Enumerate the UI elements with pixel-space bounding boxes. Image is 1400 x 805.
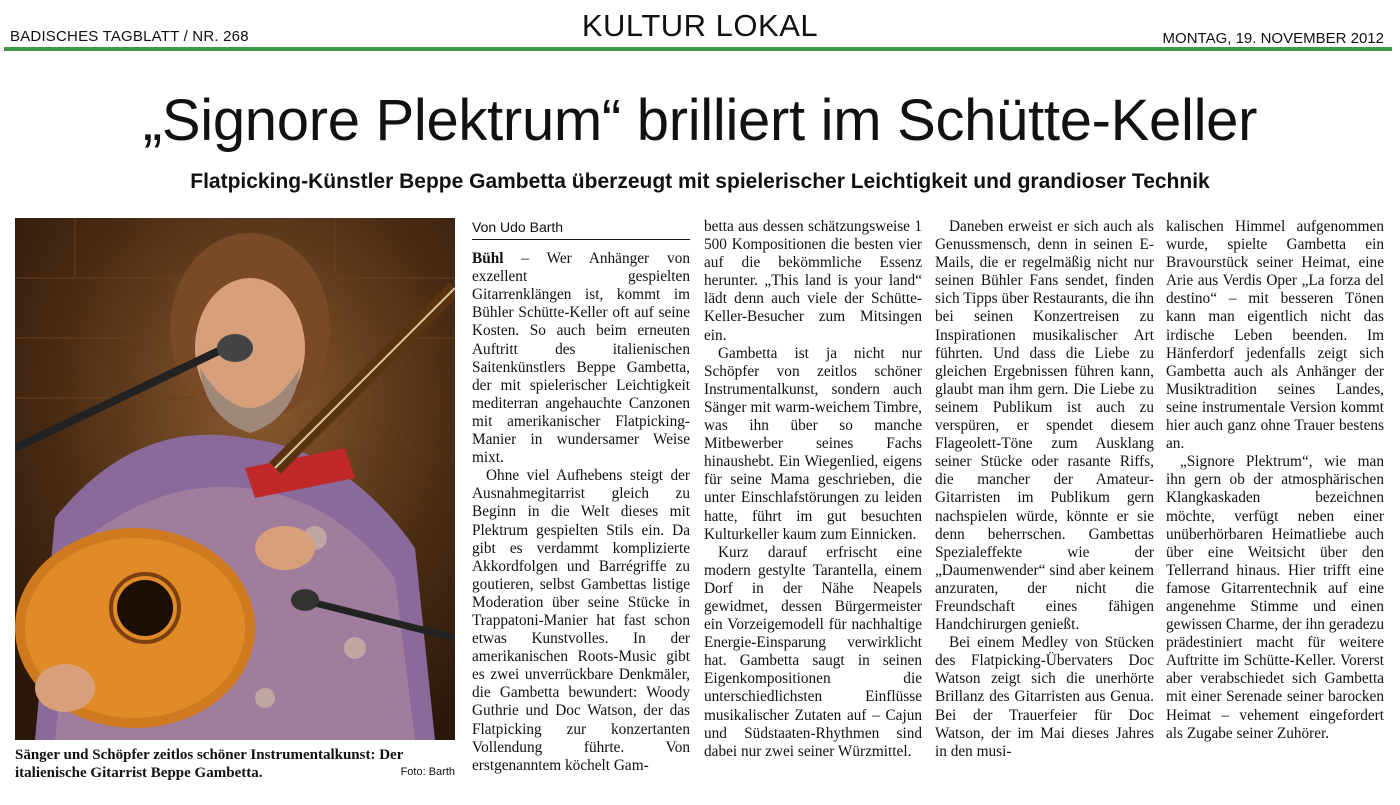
article-headline: „Signore Plektrum“ brilliert im Schütte-Keller <box>142 88 1258 153</box>
paragraph: Daneben erweist er sich auch als Genussmensch, denn in seinen E-Mails, die er regelmäßig nicht nur seinen Bühler Fans sendet, finden sich Tipps über Restaurants, die ihn bei seinen Konzertreisen zu Inspirationen musikalischer Art führten. Und dass die Liebe zu gleichen Ergebnissen führen kann, glaubt man ihm gern. Die Liebe zu seinem Publikum ist auch zu verspüren, er spendet diesem Flageolett-Töne zum Ausklang seiner Stücke oder rasante Riffs, die mancher der Amateur-Gitarristen im Publikum gern nachspielen würde, könnte er sie denn beherrschen. Gambettas Spezialeffekte wie der „Daumenwender“ sind aber keinem anzuraten, der nicht die Freundschaft eines fähigen Handchirurgen genießt. <box>935 218 1154 634</box>
paragraph: „Signore Plektrum“, wie man ihn gern ob der atmosphärischen Klangkaskaden bezeichnen möchte, verfügt neben einer unüberhörbaren Heimatliebe auch über eine Weitsicht über den Tellerrand hinaus. Hier trifft eine famose Gitarrentechnik auf eine angenehme Stimme und einen gewissen Charme, der ihn geradezu prädestiniert macht für weitere Auftritte im Schütte-Keller. Vorerst aber verabschiedet sich Gambetta mit einer Serenade seiner barocken Heimat – vehement eingefordert als Zugabe seiner Zuhörer. <box>1166 453 1384 742</box>
paragraph: Ohne viel Aufhebens steigt der Ausnahmegitarrist gleich zu Beginn in die Welt dieses mit Plektrum gespielten Stils ein. Da gibt es verdammt komplizierte Akkordfolgen und Barrégriffe zu goutieren, selbst Gambettas listige Moderation über seine Stücke in Trappatoni-Manier hat fast schon etwas Kunstvolles. In der amerikanischen Roots-Music gibt es zwei unverrückbare Denkmäler, die Gambetta bewundert: Woody Guthrie und Doc Watson, der das Flatpicking zur konzertanten Vollendung führte. Von erstgenanntem köchelt Gam- <box>472 467 690 774</box>
paragraph: betta aus dessen schätzungsweise 1 500 Kompositionen die besten vier auf die bekömmliche Essenz herunter. „This land is your land“ lädt denn auch viele der Schütte-Keller-Besucher zum Mitsingen ein. <box>704 218 922 344</box>
article-column-2 <box>704 218 922 761</box>
article-column-1 <box>472 218 690 775</box>
section-title: KULTUR LOKAL <box>581 8 819 43</box>
photo-caption <box>15 746 455 782</box>
photo-credit: Foto: Barth <box>400 766 455 778</box>
article-photo <box>15 218 455 740</box>
article-column-3 <box>935 218 1154 761</box>
masthead <box>0 0 1400 56</box>
paragraph: Bei einem Medley von Stücken des Flatpicking-Übervaters Doc Watson zeigt sich die unerhörte Brillanz des Gitarristen aus Genua. Bei der Trauerfeier für Doc Watson, der im Mai dieses Jahres in den musi- <box>935 634 1154 760</box>
guitarist-photo-illustration <box>15 218 455 740</box>
paragraph: Bühl – Wer Anhänger von exzellent gespielten Gitarrenklängen ist, kommt im Bühler Schütte-Keller oft auf seine Kosten. So auch beim erneuten Auftritt des italienischen Saitenkünstlers Beppe Gambetta, der mit spielerischer Leichtigkeit mediterran angehauchte Canzonen mit amerikanischer Flatpicking-Manier in wundersamer Weise mixt. <box>472 250 691 467</box>
dateline-place: Bühl <box>472 250 504 268</box>
newspaper-issue: BADISCHES TAGBLATT / NR. 268 <box>10 28 249 45</box>
article-subhead: Flatpicking-Künstler Beppe Gambetta überzeugt mit spielerischer Leichtigkeit und grandioser Technik <box>190 170 1210 193</box>
masthead-rule <box>4 47 1392 51</box>
issue-date: MONTAG, 19. NOVEMBER 2012 <box>1162 30 1384 47</box>
author-byline: Von Udo Barth <box>472 218 690 240</box>
paragraph: kalischen Himmel aufgenommen wurde, spielte Gambetta ein Bravourstück seiner Heimat, eine Arie aus Verdis Oper „La forza del destino“ – mit besseren Tönen kann man eigentlich nicht das irdische Leben beenden. Im Hänferdorf jedenfalls zeigt sich Gambetta auch als Anhänger der Musiktradition seines Landes, seine instrumentale Version kommt hier auch ganz ohne Trauer bestens an. <box>1166 218 1384 453</box>
paragraph: Kurz darauf erfrischt eine modern gestylte Tarantella, einem Dorf in der Nähe Neapels gewidmet, dessen Bürgermeister ein Vorzeigemodell für nachhaltige Energie-Einsparung verwirklicht hat. Gambetta saugt in seinen Eigenkompositionen die unterschiedlichsten Einflüsse musikalischer Zutaten auf – Cajun und Südstaaten-Rhythmen sind dabei nur zwei seiner Würzmittel. <box>704 543 922 760</box>
paragraph: Gambetta ist ja nicht nur Schöpfer von zeitlos schöner Instrumentalkunst, sondern auch Sänger mit warm-weichem Timbre, was ihn über so manche Mitbewerber seines Fachs hinaushebt. Ein Wiegenlied, eigens für seine Mama geschrieben, die unter Einschlafstörungen zu leiden hatte, führt im gut besuchten Kulturkeller kaum zum Einnicken. <box>704 344 922 543</box>
article-column-4 <box>1166 218 1384 743</box>
caption-text: Sänger und Schöpfer zeitlos schöner Instrumentalkunst: Der italienische Gitarrist Beppe Gambetta. <box>15 747 404 781</box>
